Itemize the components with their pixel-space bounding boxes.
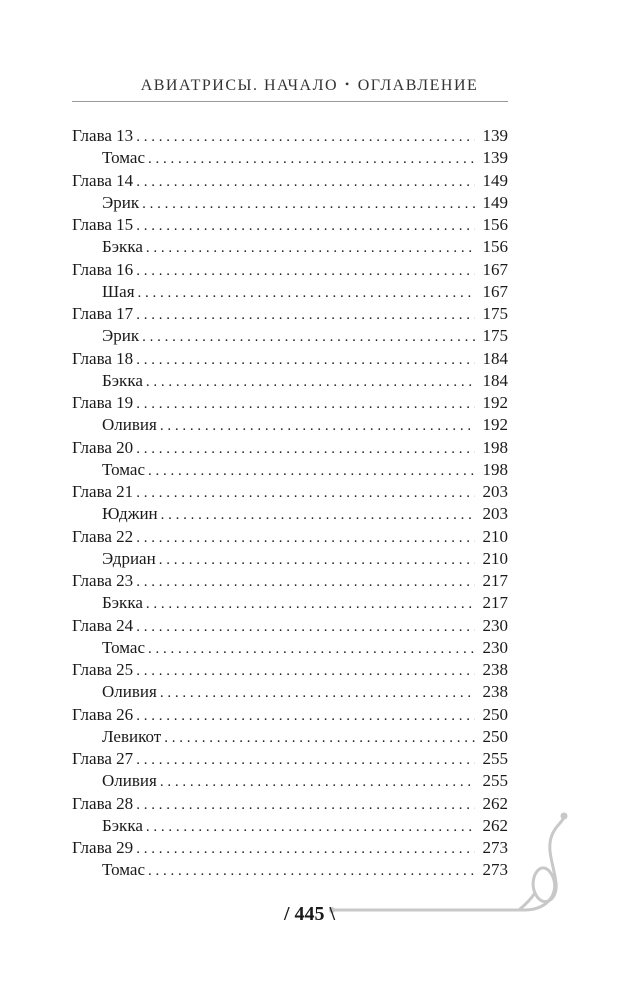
dot-leader	[136, 660, 475, 681]
toc-subentry[interactable]	[72, 548, 508, 570]
toc-entry-label: Глава 28	[72, 793, 134, 813]
dot-leader	[148, 638, 475, 659]
book-title: АВИАТРИСЫ. НАЧАЛО	[140, 77, 339, 94]
dot-leader	[138, 282, 475, 303]
toc-subentry[interactable]	[72, 370, 508, 392]
toc-entry-page: 156	[482, 215, 508, 234]
toc-entry-label: Глава 25	[72, 660, 134, 679]
running-header	[0, 76, 619, 96]
toc-entry-page: 139	[482, 126, 508, 145]
toc-entry-page: 262	[482, 815, 508, 835]
dot-leader	[136, 749, 475, 770]
toc-chapter-entry[interactable]	[72, 259, 508, 281]
dot-leader	[136, 438, 475, 459]
toc-entry-label: Глава 16	[72, 259, 134, 279]
dot-leader	[160, 682, 475, 703]
toc-entry-page: 149	[482, 192, 508, 212]
toc-entry-page: 255	[482, 749, 508, 768]
dot-leader	[159, 549, 475, 570]
toc-entry-page: 192	[482, 393, 508, 412]
toc-chapter-entry[interactable]	[72, 481, 508, 503]
toc-entry-label: Оливия	[102, 771, 157, 791]
dot-leader	[146, 237, 475, 258]
toc-chapter-entry[interactable]	[72, 214, 508, 236]
toc-entry-label: Бэкка	[102, 593, 143, 613]
toc-chapter-entry[interactable]	[72, 348, 508, 370]
toc-entry-label: Глава 22	[72, 526, 134, 546]
toc-entry-label: Глава 24	[72, 615, 134, 635]
dot-leader	[136, 126, 475, 147]
toc-entry-page: 198	[482, 459, 508, 479]
toc-entry-page: 203	[482, 504, 508, 524]
toc-chapter-entry[interactable]	[72, 125, 508, 147]
toc-chapter-entry[interactable]	[72, 526, 508, 548]
dot-leader	[164, 727, 475, 748]
toc-entry-page: 175	[482, 304, 508, 323]
toc-subentry[interactable]	[72, 325, 508, 347]
toc-entry-page: 230	[482, 637, 508, 657]
toc-entry-label: Эдриан	[102, 548, 156, 568]
dot-leader	[136, 349, 475, 370]
toc-chapter-entry[interactable]	[72, 748, 508, 770]
toc-entry-label: Юджин	[102, 504, 158, 524]
toc-entry-page: 238	[482, 682, 508, 702]
toc-subentry[interactable]	[72, 681, 508, 703]
toc-entry-label: Томас	[102, 637, 146, 657]
dot-leader	[136, 171, 475, 192]
toc-entry-label: Левикот	[102, 726, 162, 746]
dot-leader	[160, 415, 475, 436]
toc-entry-label: Глава 21	[72, 482, 134, 501]
toc-entry-page: 238	[482, 660, 508, 679]
dot-leader	[136, 571, 475, 592]
toc-entry-page: 250	[482, 704, 508, 724]
toc-chapter-entry[interactable]	[72, 570, 508, 592]
toc-entry-page: 217	[482, 571, 508, 590]
toc-chapter-entry[interactable]	[72, 659, 508, 681]
toc-entry-page: 250	[482, 726, 508, 746]
toc-subentry[interactable]	[72, 236, 508, 258]
toc-entry-label: Оливия	[102, 682, 157, 702]
toc-entry-label: Томас	[102, 148, 146, 168]
toc-entry-page: 198	[482, 437, 508, 457]
toc-entry-page: 184	[482, 348, 508, 368]
toc-entry-page: 230	[482, 615, 508, 635]
table-of-contents	[72, 125, 508, 882]
toc-entry-label: Шая	[102, 281, 135, 301]
toc-entry-label: Глава 13	[72, 126, 134, 145]
dot-leader	[146, 371, 475, 392]
toc-subentry[interactable]	[72, 637, 508, 659]
toc-chapter-entry[interactable]	[72, 170, 508, 192]
section-title: ОГЛАВЛЕНИЕ	[357, 77, 479, 94]
dot-leader	[136, 482, 475, 503]
dot-leader	[136, 705, 475, 726]
toc-chapter-entry[interactable]	[72, 437, 508, 459]
dot-leader	[148, 460, 475, 481]
toc-subentry[interactable]	[72, 726, 508, 748]
toc-entry-page: 192	[482, 415, 508, 435]
dot-leader	[136, 527, 475, 548]
toc-chapter-entry[interactable]	[72, 615, 508, 637]
toc-subentry[interactable]	[72, 770, 508, 792]
dot-leader	[136, 616, 475, 637]
dot-leader	[148, 148, 475, 169]
dot-leader	[136, 304, 475, 325]
dot-leader	[136, 393, 475, 414]
toc-subentry[interactable]	[72, 192, 508, 214]
toc-entry-page: 203	[482, 482, 508, 501]
dot-leader	[161, 504, 475, 525]
dot-leader	[160, 771, 475, 792]
toc-entry-label: Бэкка	[102, 237, 143, 257]
toc-entry-label: Глава 19	[72, 393, 134, 412]
toc-entry-label: Бэкка	[102, 370, 143, 390]
toc-entry-page: 167	[482, 281, 508, 301]
toc-entry-label: Эрик	[102, 192, 140, 212]
toc-entry-page: 217	[482, 593, 508, 613]
toc-subentry[interactable]	[72, 414, 508, 436]
toc-entry-page: 167	[482, 259, 508, 279]
toc-entry-page: 273	[482, 838, 508, 857]
toc-entry-page: 184	[482, 370, 508, 390]
toc-entry-label: Глава 27	[72, 749, 134, 768]
separator-dot: •	[345, 77, 351, 91]
toc-entry-page: 210	[482, 548, 508, 568]
toc-subentry[interactable]	[72, 503, 508, 525]
toc-entry-label: Оливия	[102, 415, 157, 435]
toc-entry-label: Эрик	[102, 326, 140, 346]
toc-entry-label: Глава 17	[72, 304, 134, 323]
toc-entry-label: Томас	[102, 860, 146, 880]
toc-chapter-entry[interactable]	[72, 303, 508, 325]
toc-chapter-entry[interactable]	[72, 392, 508, 414]
toc-entry-label: Глава 14	[72, 170, 134, 190]
toc-entry-label: Глава 20	[72, 437, 134, 457]
toc-subentry[interactable]	[72, 459, 508, 481]
toc-entry-page: 273	[482, 860, 508, 880]
toc-entry-label: Бэкка	[102, 815, 143, 835]
toc-entry-label: Глава 26	[72, 704, 134, 724]
toc-entry-page: 156	[482, 237, 508, 257]
dot-leader	[136, 215, 475, 236]
dot-leader	[136, 260, 475, 281]
toc-entry-label: Глава 23	[72, 571, 134, 590]
toc-entry-label: Томас	[102, 459, 146, 479]
toc-subentry[interactable]	[72, 281, 508, 303]
dot-leader	[142, 326, 475, 347]
toc-entry-page: 139	[482, 148, 508, 168]
toc-entry-page: 262	[482, 793, 508, 813]
page-number: / 445 \	[283, 903, 336, 925]
toc-entry-label: Глава 15	[72, 215, 134, 234]
toc-subentry[interactable]	[72, 592, 508, 614]
dot-leader	[146, 593, 475, 614]
toc-entry-label: Глава 29	[72, 838, 134, 857]
toc-chapter-entry[interactable]	[72, 704, 508, 726]
toc-entry-page: 149	[482, 170, 508, 190]
header-rule	[72, 101, 508, 102]
toc-entry-page: 175	[482, 326, 508, 346]
toc-subentry[interactable]	[72, 147, 508, 169]
toc-entry-page: 255	[482, 771, 508, 791]
dot-leader	[142, 193, 475, 214]
toc-entry-label: Глава 18	[72, 348, 134, 368]
toc-entry-page: 210	[482, 526, 508, 546]
